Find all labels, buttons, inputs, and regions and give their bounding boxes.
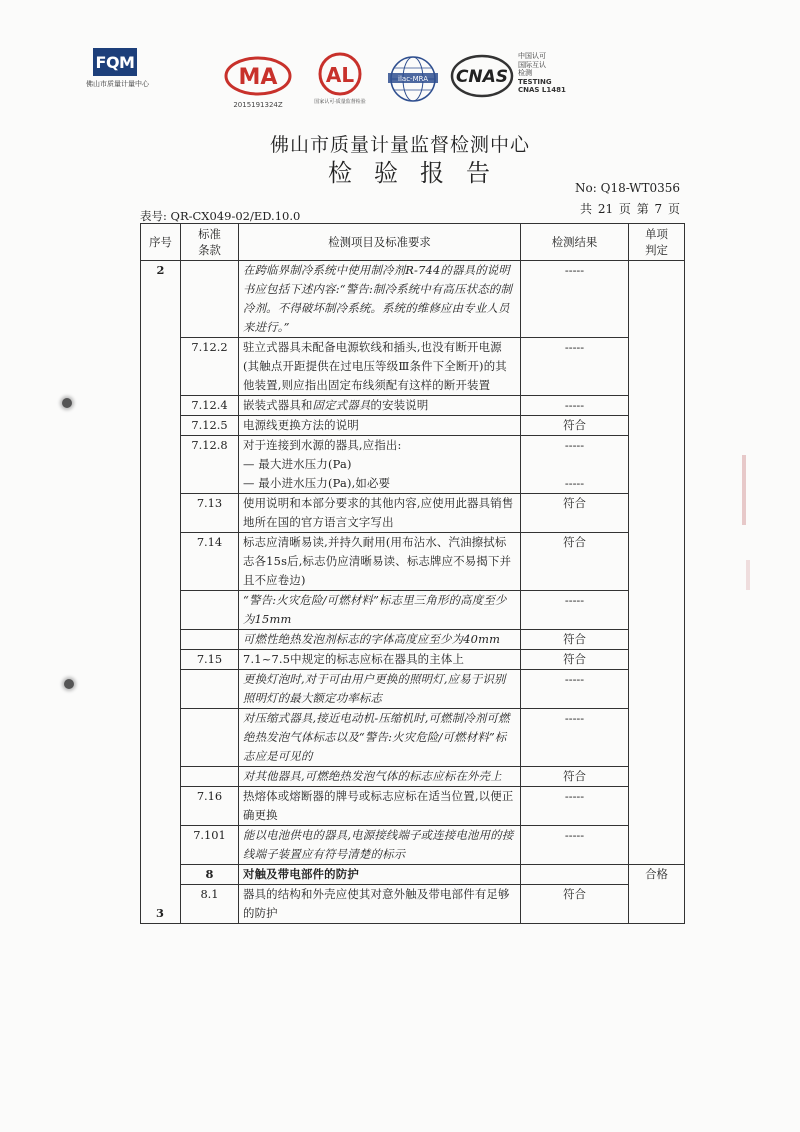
requirement-cell: 可燃性绝热发泡剂标志的字体高度应至少为40mm [239, 630, 521, 650]
result-cell: ----- [521, 709, 629, 767]
clause-cell: 8 [181, 865, 239, 885]
requirement-text: 嵌装式器具和 [243, 398, 313, 412]
clause-cell [181, 630, 239, 650]
clause-cell: 7.12.4 [181, 396, 239, 416]
requirement-cell: 热熔体或熔断器的牌号或标志应标在适当位置,以便正确更换 [239, 787, 521, 826]
result-line: ----- [564, 438, 585, 452]
table-row [141, 591, 685, 630]
header-clause: 标准 条款 [181, 224, 239, 261]
cma-seal-icon [224, 56, 292, 96]
cnas-mark-icon [450, 52, 514, 100]
clause-cell [181, 767, 239, 787]
table-row [141, 670, 685, 709]
requirement-line: — 最大进水压力(Pa) [243, 457, 352, 471]
ilac-mra-logo [384, 54, 442, 108]
result-cell: 符合 [521, 650, 629, 670]
table-row [141, 709, 685, 767]
cnas-caption-line: 中国认可 [518, 52, 546, 60]
result-cell: ----- [521, 826, 629, 865]
table-row [141, 787, 685, 826]
result-line: ----- [564, 476, 585, 490]
requirement-cell: 标志应清晰易读,并持久耐用(用布沾水、汽油擦拭标志各15s后,标志仍应清晰易读、标志牌应不易揭下并且不应卷边) [239, 533, 521, 591]
cma-logo [224, 56, 292, 109]
table-header-row [141, 224, 685, 261]
table-row [141, 865, 685, 885]
clause-cell: 7.16 [181, 787, 239, 826]
result-cell: 符合 [521, 885, 629, 924]
requirement-cell: 在跨临界制冷系统中使用制冷剂R-744的器具的说明书应包括下述内容:“警告:制冷系统中有高压状态的制冷剂。不得破坏制冷系统。系统的维修应由专业人员来进行。” [239, 261, 521, 338]
clause-cell: 7.15 [181, 650, 239, 670]
clause-cell [181, 709, 239, 767]
table-row [141, 650, 685, 670]
table-row [141, 767, 685, 787]
table-row [141, 533, 685, 591]
requirement-cell [239, 396, 521, 416]
binder-hole [64, 679, 74, 689]
clause-cell: 8.1 [181, 885, 239, 924]
requirement-cell: 电源线更换方法的说明 [239, 416, 521, 436]
result-cell [521, 436, 629, 494]
cma-number: 2015191324Z [233, 101, 283, 109]
result-cell: ----- [521, 787, 629, 826]
requirement-cell: 对触及带电部件的防护 [239, 865, 521, 885]
requirement-cell: 使用说明和本部分要求的其他内容,应使用此器具销售地所在国的官方语言文字写出 [239, 494, 521, 533]
seq-cell-section-3: 3 [156, 906, 164, 920]
requirement-cell: 7.1~7.5中规定的标志应标在器具的主体上 [239, 650, 521, 670]
header-requirement: 检测项目及标准要求 [239, 224, 521, 261]
result-cell: 符合 [521, 767, 629, 787]
scan-edge-mark [746, 560, 750, 590]
result-cell [521, 865, 629, 885]
cnas-caption-line: TESTING [518, 77, 552, 86]
svg-text:AL: AL [325, 63, 355, 87]
cnas-caption-line: 检测 [518, 69, 532, 77]
requirement-line: 对于连接到水源的器具,应指出: [243, 438, 402, 452]
clause-cell: 7.12.2 [181, 338, 239, 396]
requirement-cell: 对压缩式器具,接近电动机-压缩机时,可燃制冷剂可燃绝热发泡气体标志以及“警告:火灾危险/可燃材料”标志应是可见的 [239, 709, 521, 767]
result-cell: ----- [521, 338, 629, 396]
clause-cell: 7.12.5 [181, 416, 239, 436]
requirement-cell: 驻立式器具未配备电源软线和插头,也没有断开电源(其触点开距提供在过电压等级Ⅲ条件下全断开)的其他装置,则应指出固定布线须配有这样的断开装置 [239, 338, 521, 396]
table-row [141, 885, 685, 924]
binder-hole [62, 398, 72, 408]
header-seq: 序号 [141, 224, 181, 261]
report-number-label: No: [575, 181, 597, 195]
requirement-line: — 最小进水压力(Pa),如必要 [243, 476, 391, 490]
report-number [575, 181, 680, 195]
judgement-cell: 合格 [629, 865, 685, 924]
result-cell: ----- [521, 261, 629, 338]
requirement-cell: 对其他器具,可燃绝热发泡气体的标志应标在外壳上 [239, 767, 521, 787]
page-info: 共 21 页 第 7 页 [580, 202, 680, 216]
result-cell: 符合 [521, 533, 629, 591]
cal-logo [304, 52, 376, 105]
cal-caption: 国家认可·质量监督检验 [314, 99, 366, 105]
table-row [141, 630, 685, 650]
requirement-cell: 更换灯泡时,对于可由用户更换的照明灯,应易于识别照明灯的最大额定功率标志 [239, 670, 521, 709]
judgement-cell [629, 261, 685, 865]
scan-edge-mark [742, 455, 746, 525]
clause-cell [181, 261, 239, 338]
clause-cell: 7.14 [181, 533, 239, 591]
table-row [141, 436, 685, 494]
header-result: 检测结果 [521, 224, 629, 261]
fqm-logo-mark: FQM [93, 48, 137, 76]
cnas-caption [518, 52, 566, 95]
requirement-cell: “警告:火灾危险/可燃材料”标志里三角形的高度至少为15mm [239, 591, 521, 630]
header-judgement: 单项 判定 [629, 224, 685, 261]
requirement-cell: 器具的结构和外壳应使其对意外触及带电部件有足够的防护 [239, 885, 521, 924]
table-row [141, 494, 685, 533]
result-cell: ----- [521, 591, 629, 630]
requirement-text: 固定式器具 [312, 398, 371, 412]
table-row [141, 261, 685, 338]
result-cell: 符合 [521, 630, 629, 650]
cnas-caption-line: 国际互认 [518, 60, 546, 69]
fqm-logo-caption: 佛山市质量计量中心 [86, 80, 149, 88]
svg-text:CNAS: CNAS [455, 67, 509, 87]
globe-icon [384, 54, 442, 104]
form-number: 表号: QR-CX049-02/ED.10.0 [140, 209, 301, 223]
requirement-cell: 能以电池供电的器具,电源接线端子或连接电池用的接线端子装置应有符号清楚的标示 [239, 826, 521, 865]
table-row [141, 396, 685, 416]
clause-cell [181, 591, 239, 630]
report-title: 检验报告 [328, 159, 512, 187]
requirement-text: 的安装说明 [370, 398, 429, 412]
result-cell: ----- [521, 670, 629, 709]
svg-text:ilac-MRA: ilac-MRA [398, 75, 428, 83]
organization-name: 佛山市质量计量监督检测中心 [269, 134, 530, 156]
table-row [141, 416, 685, 436]
cal-seal-icon [304, 52, 376, 98]
table-row [141, 826, 685, 865]
result-cell: 符合 [521, 494, 629, 533]
clause-cell: 7.101 [181, 826, 239, 865]
result-cell: 符合 [521, 416, 629, 436]
fqm-logo [86, 48, 149, 89]
clause-cell: 7.12.8 [181, 436, 239, 494]
table-row [141, 338, 685, 396]
seq-cell: 2 [141, 261, 181, 924]
report-number-value: Q18-WT0356 [600, 181, 680, 195]
inspection-table [140, 223, 685, 924]
clause-cell [181, 670, 239, 709]
cnas-caption-line: CNAS L1481 [518, 86, 566, 94]
requirement-cell [239, 436, 521, 494]
clause-cell: 7.13 [181, 494, 239, 533]
svg-text:MA: MA [238, 65, 278, 90]
result-cell: ----- [521, 396, 629, 416]
